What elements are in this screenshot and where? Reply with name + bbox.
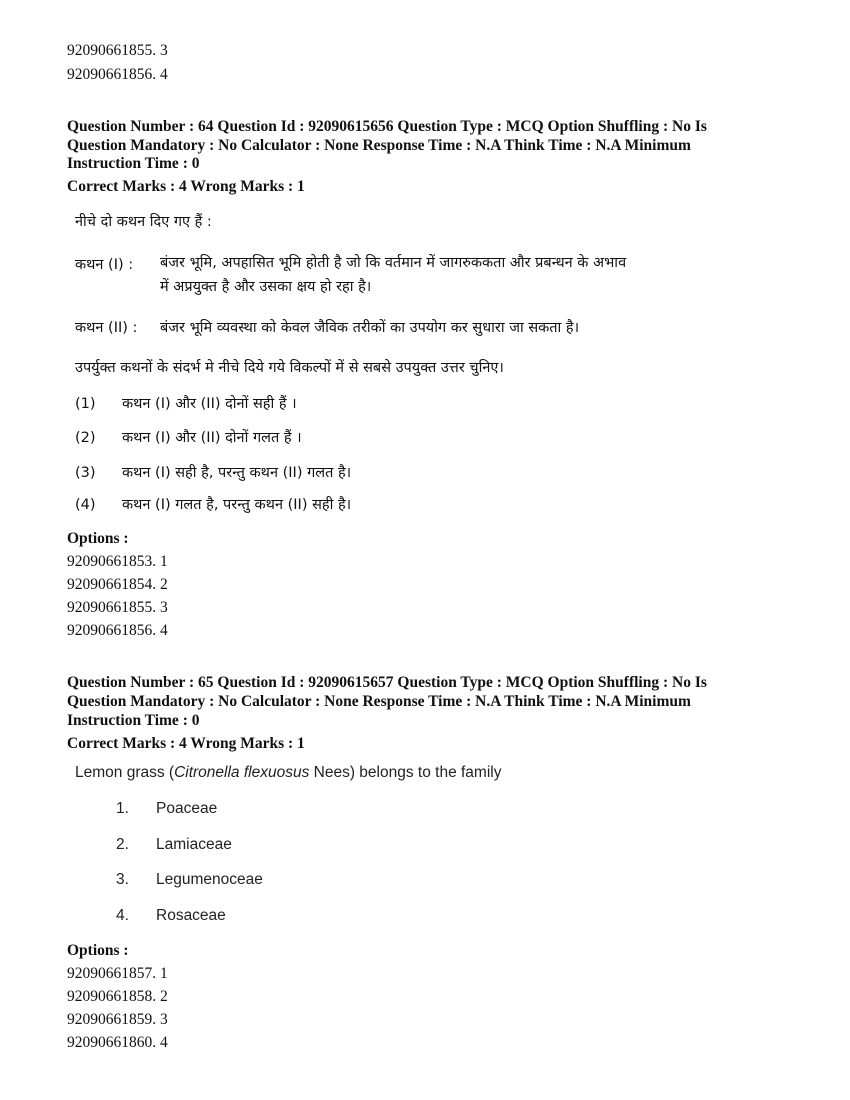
options-label: Options : [67, 942, 129, 959]
choice-number: 1. [116, 800, 129, 817]
statement-1-label: कथन (I) : [75, 257, 134, 273]
choice-text: Rosaceae [156, 907, 226, 924]
option-line: 92090661860. 4 [67, 1034, 168, 1051]
options-label: Options : [67, 530, 129, 547]
question-marks: Correct Marks : 4 Wrong Marks : 1 [67, 735, 305, 752]
question-header-line: Question Number : 65 Question Id : 92090615657 Question Type : MCQ Option Shuffling : No Is [67, 674, 707, 691]
option-line: 92090661856. 4 [67, 622, 168, 639]
option-line: 92090661856. 4 [67, 66, 168, 83]
option-line: 92090661854. 2 [67, 576, 168, 593]
choice-number: (3) [75, 465, 96, 481]
option-line: 92090661855. 3 [67, 42, 168, 59]
statement-1-text: में अप्रयुक्त है और उसका क्षय हो रहा है। [160, 279, 372, 295]
option-line: 92090661858. 2 [67, 988, 168, 1005]
choice-number: 3. [116, 871, 129, 888]
question-header-line: Instruction Time : 0 [67, 155, 200, 172]
choice-text: कथन (I) गलत है, परन्तु कथन (II) सही है। [122, 497, 352, 513]
statement-1-text: बंजर भूमि, अपहासित भूमि होती है जो कि वर्तमान में जागरुककता और प्रबन्धन के अभाव [160, 255, 627, 271]
option-line: 92090661859. 3 [67, 1011, 168, 1028]
choice-text: कथन (I) और (II) दोनों गलत हैं । [122, 430, 302, 446]
question-prompt: उपर्युक्त कथनों के संदर्भ मे नीचे दिये गये विकल्पों में से सबसे उपयुक्त उत्तर चुनिए। [75, 360, 504, 376]
option-line: 92090661855. 3 [67, 599, 168, 616]
choice-text: Poaceae [156, 800, 218, 817]
choice-text: कथन (I) और (II) दोनों सही हैं । [122, 396, 297, 412]
statement-2-text: बंजर भूमि व्यवस्था को केवल जैविक तरीकों का उपयोग कर सुधारा जा सकता है। [160, 320, 580, 336]
question-text-post: Nees) belongs to the family [309, 764, 502, 781]
choice-number: 2. [116, 836, 129, 853]
statement-2-label: कथन (II) : [75, 320, 138, 336]
question-text-species: Citronella flexuosus [174, 764, 310, 781]
question-text [75, 763, 501, 783]
choice-number: (4) [75, 497, 96, 513]
option-line: 92090661857. 1 [67, 965, 168, 982]
option-line: 92090661853. 1 [67, 553, 168, 570]
question-intro: नीचे दो कथन दिए गए हैं : [75, 214, 212, 230]
question-header-line: Question Mandatory : No Calculator : None Response Time : N.A Think Time : N.A Minimum [67, 693, 691, 710]
choice-number: 4. [116, 907, 129, 924]
choice-text: कथन (I) सही है, परन्तु कथन (II) गलत है। [122, 465, 352, 481]
choice-number: (1) [75, 396, 96, 412]
question-header-line: Question Number : 64 Question Id : 92090615656 Question Type : MCQ Option Shuffling : No Is [67, 118, 707, 135]
question-header-line: Instruction Time : 0 [67, 712, 200, 729]
choice-text: Legumenoceae [156, 871, 263, 888]
choice-number: (2) [75, 430, 96, 446]
question-text-pre: Lemon grass ( [75, 764, 175, 781]
question-header-line: Question Mandatory : No Calculator : None Response Time : N.A Think Time : N.A Minimum [67, 137, 691, 154]
question-marks: Correct Marks : 4 Wrong Marks : 1 [67, 178, 305, 195]
choice-text: Lamiaceae [156, 836, 232, 853]
